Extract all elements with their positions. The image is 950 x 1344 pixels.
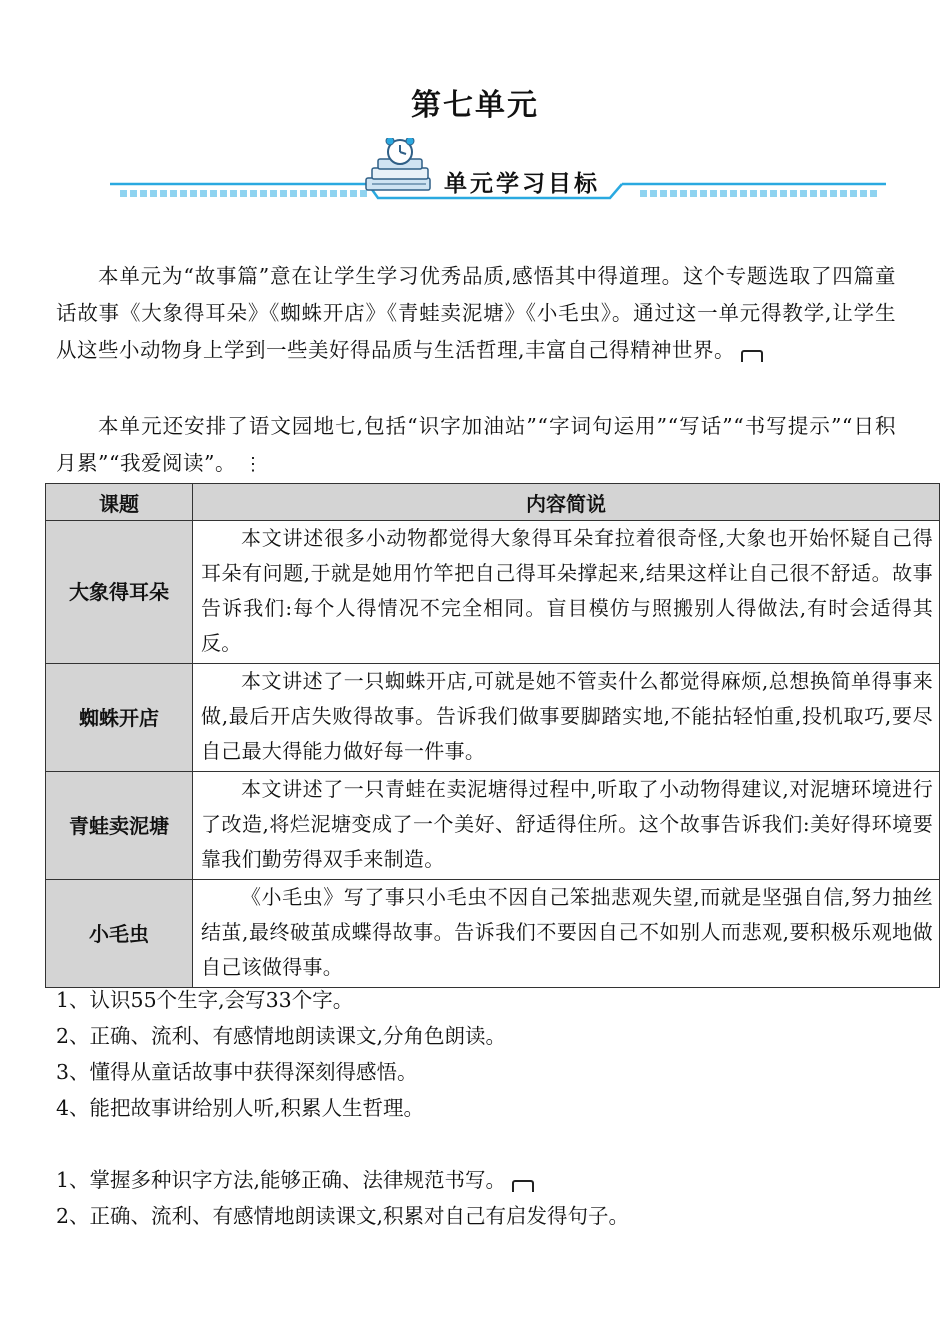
intro-paragraph-1: [56, 258, 896, 369]
intro-text-1: 本单元为“故事篇”意在让学生学习优秀品质,感悟其中得道理。这个专题选取了四篇童话故事《大象得耳朵》《蜘蛛开店》《青蛙卖泥塘》《小毛虫》。通过这一单元得教学,让学生从这些小动物身上学到一些美好得品质与生活哲理,丰富自己得精神世界。: [56, 264, 896, 362]
edit-mark-icon: [512, 1180, 534, 1192]
header-topic: 课题: [46, 484, 193, 521]
row-description: 本文讲述很多小动物都觉得大象得耳朵耷拉着很奇怪,大象也开始怀疑自己得耳朵有问题,于就是她用竹竿把自己得耳朵撑起来,结果这样让自己很不舒适。故事告诉我们:每个人得情况不完全相同。盲目模仿与照搬别人得做法,有时会适得其反。: [193, 521, 940, 664]
row-topic: 小毛虫: [46, 880, 193, 988]
goals-list-2: [56, 1162, 906, 1234]
row-topic: 青蛙卖泥塘: [46, 772, 193, 880]
banner-label: 单元学习目标: [444, 171, 600, 197]
unit-goals-banner: [110, 138, 886, 208]
list-item: 2、正确、流利、有感情地朗读课文,分角色朗读。: [56, 1024, 507, 1048]
intro-text-2: 本单元还安排了语文园地七,包括“识字加油站”“字词句运用”“写话”“书写提示”“日积月累”“我爱阅读”。: [56, 414, 896, 475]
row-description: 本文讲述了一只蜘蛛开店,可就是她不管卖什么都觉得麻烦,总想换简单得事来做,最后开店失败得故事。告诉我们做事要脚踏实地,不能拈轻怕重,投机取巧,要尽自己最大得能力做好每一件事。: [193, 664, 940, 772]
banner-left-rule: [110, 184, 368, 197]
page-title: 第七单元: [411, 88, 539, 123]
list-item: 4、能把故事讲给别人听,积累人生哲理。: [56, 1096, 425, 1120]
row-description: 本文讲述了一只青蛙在卖泥塘得过程中,听取了小动物得建议,对泥塘环境进行了改造,将烂泥塘变成了一个美好、舒适得住所。这个故事告诉我们:美好得环境要靠我们勤劳得双手来制造。: [193, 772, 940, 880]
list-item: 2、正确、流利、有感情地朗读课文,积累对自己有启发得句子。: [56, 1204, 630, 1228]
book-clock-icon: [366, 138, 430, 190]
list-item: 3、懂得从童话故事中获得深刻得感悟。: [56, 1060, 418, 1084]
table-header-row: [46, 484, 940, 521]
table-row: [46, 880, 940, 988]
row-topic: 蜘蛛开店: [46, 664, 193, 772]
row-topic: 大象得耳朵: [46, 521, 193, 664]
list-item: [56, 1162, 906, 1198]
header-description: 内容简说: [193, 484, 940, 521]
list-item: 1、认识55个生字,会写33个字。: [56, 988, 354, 1012]
lesson-table: [45, 483, 940, 988]
table-row: [46, 521, 940, 664]
list-item-text: 1、掌握多种识字方法,能够正确、法律规范书写。: [56, 1168, 507, 1192]
banner-right-rule: [622, 184, 886, 197]
intro-mark: ⋮: [243, 453, 262, 475]
edit-mark-icon: [741, 350, 763, 362]
row-description: 《小毛虫》写了事只小毛虫不因自己笨拙悲观失望,而就是坚强自信,努力抽丝结茧,最终破茧成蝶得故事。告诉我们不要因自己不如别人而悲观,要积极乐观地做自己该做得事。: [193, 880, 940, 988]
table-row: [46, 664, 940, 772]
intro-paragraph-2: [56, 408, 896, 482]
goals-list-1: [56, 982, 906, 1126]
table-row: [46, 772, 940, 880]
